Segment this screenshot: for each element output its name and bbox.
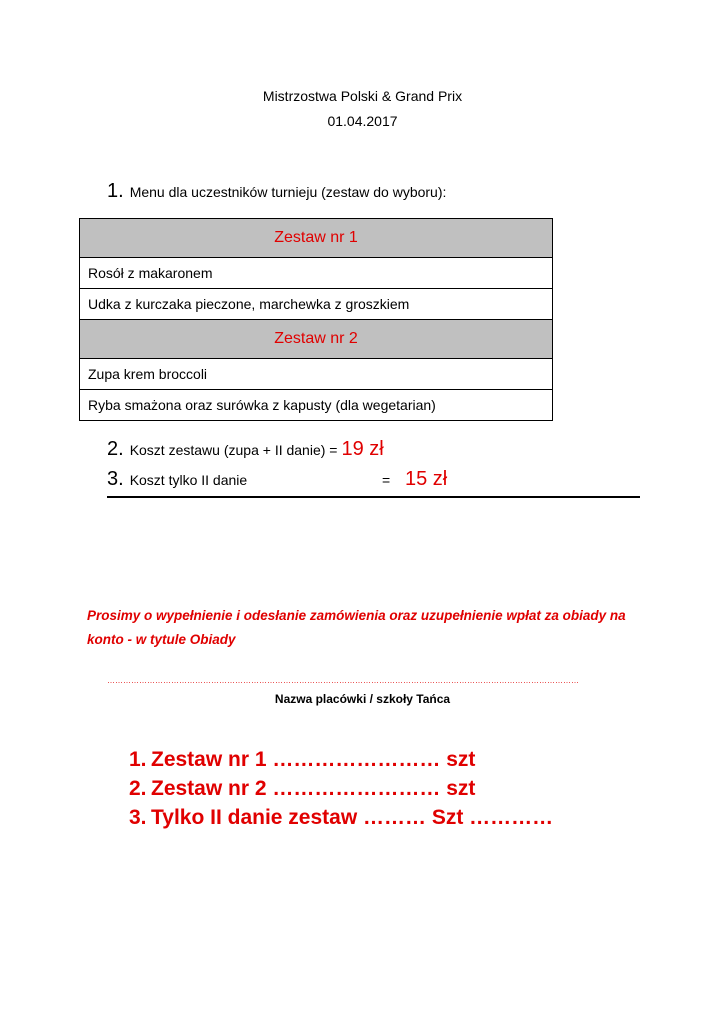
- school-name-field: ……………………………………………………………………………………………………………………………………………………………: [107, 676, 579, 685]
- section-text: Menu dla uczestników turnieju (zestaw do wyboru):: [129, 184, 447, 200]
- section-number: 1.: [107, 180, 124, 202]
- school-name-label: Nazwa placówki / szkoły Tańca: [274, 692, 451, 706]
- cost-price: 15 zł: [405, 468, 448, 490]
- cost-price: 19 zł: [341, 438, 384, 460]
- order-text: Zestaw nr 2 …………………… szt: [151, 777, 476, 800]
- order-text: Zestaw nr 1 …………………… szt: [151, 748, 476, 771]
- menu-item: Zupa krem broccoli: [80, 359, 553, 390]
- cost-number: 3.: [107, 468, 124, 490]
- set-header: Zestaw nr 1: [80, 219, 553, 258]
- order-number: 1.: [129, 748, 147, 771]
- menu-item: Rosół z makaronem: [80, 258, 553, 289]
- order-line: [129, 803, 553, 832]
- order-line: [129, 774, 553, 803]
- menu-item: Udka z kurczaka pieczone, marchewka z groszkiem: [80, 289, 553, 320]
- cost-text: Koszt zestawu (zupa + II danie) =: [129, 442, 338, 458]
- order-line: [129, 745, 553, 774]
- cost-full-set: [107, 438, 384, 461]
- order-number: 2.: [129, 777, 147, 800]
- event-date: 01.04.2017: [327, 113, 398, 129]
- cost-number: 2.: [107, 438, 124, 460]
- cost-equals: =: [382, 472, 391, 488]
- cost-text: Koszt tylko II danie: [129, 472, 248, 488]
- event-title: Mistrzostwa Polski & Grand Prix: [262, 88, 463, 104]
- order-text: Tylko II danie zestaw ……… Szt …………: [151, 806, 554, 829]
- order-list: [129, 745, 553, 832]
- payment-note: Prosimy o wypełnienie i odesłanie zamówienia oraz uzupełnienie wpłat za obiady na konto - w tytule Obiady: [87, 608, 626, 647]
- menu-table: [79, 218, 553, 421]
- order-number: 3.: [129, 806, 147, 829]
- cost-main-only: [107, 468, 448, 491]
- set-header: Zestaw nr 2: [80, 320, 553, 359]
- divider-line: [107, 496, 640, 498]
- menu-section-heading: [107, 180, 446, 203]
- menu-item: Ryba smażona oraz surówka z kapusty (dla wegetarian): [80, 390, 553, 421]
